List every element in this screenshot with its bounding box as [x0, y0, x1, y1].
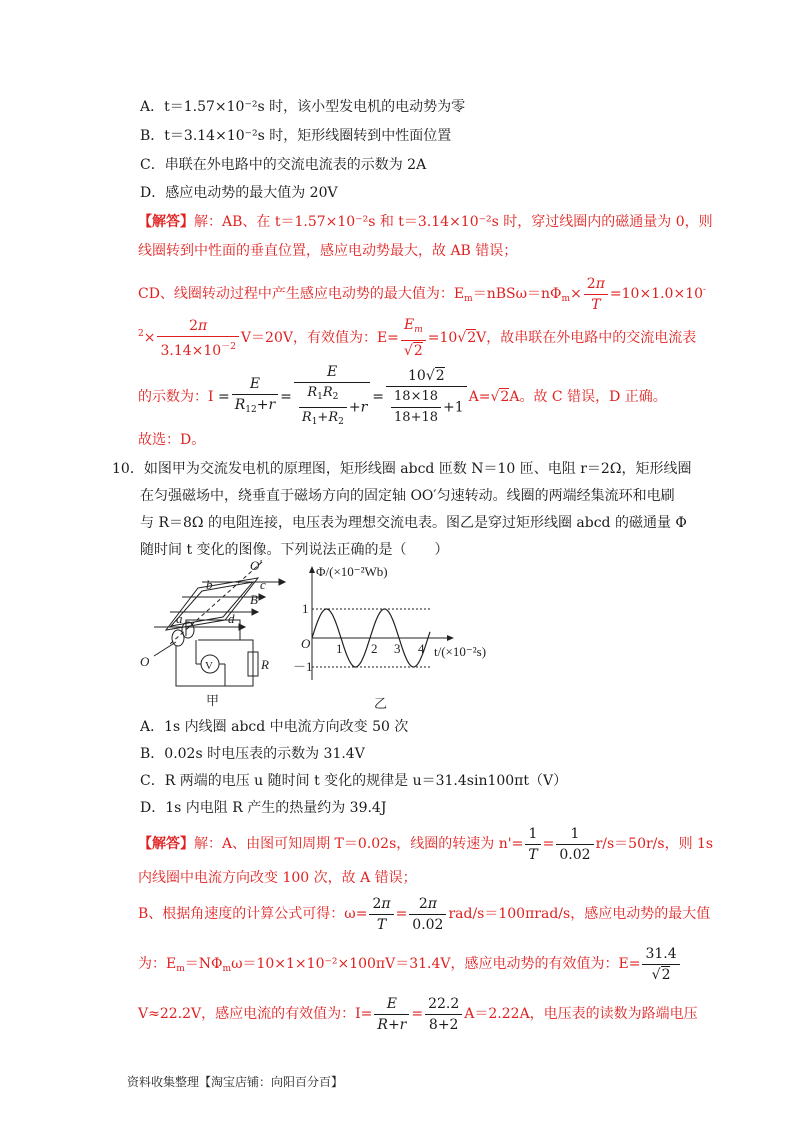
- frac-222-over-10: $\frac{22.2}{8+2}$: [425, 994, 462, 1035]
- cd-eq-tail: =10×1.0×10: [609, 286, 704, 302]
- frac-2pi-over-002: $\frac{2\pi}{0.02}$: [409, 894, 446, 935]
- frac-2pi-over-t-b: $\frac{2\pi}{T}$: [369, 894, 393, 935]
- label-a: a: [176, 611, 183, 626]
- shaft: [154, 642, 176, 656]
- caption-yi: 乙: [374, 696, 388, 710]
- b2-prefix: 为：E: [138, 956, 177, 972]
- q9-answer-text-1: 解：AB、在 t＝1.57×10⁻²s 和 t＝3.14×10⁻²s 时，穿过线圈内的磁通量为 0，则: [194, 214, 713, 230]
- label-o-bottom: O: [140, 654, 150, 669]
- q9-cd-line: CD、线圈转动过程中产生感应电动势的最大值为：$E_m=nBS\omega=n\Phi_m\times$ $\frac{2\pi}{T}$ =10×1.0×10-: [138, 275, 707, 313]
- q10-option-b: B．0.02s 时电压表的示数为 31.4V: [140, 746, 365, 762]
- answer-tag: 【解答】: [138, 836, 194, 852]
- emf-tail-a: V＝20V，有效值为：E=: [240, 330, 399, 346]
- q9-choice: 故选：D。: [138, 432, 206, 448]
- label-voltmeter: V: [205, 660, 213, 672]
- b2-mid: ＝NΦ: [184, 956, 223, 972]
- frac-em-over-root2: $\frac{E_m}{√2}$: [401, 315, 426, 361]
- emf-tail-c: V，故串联在外电路中的交流电流表: [476, 330, 697, 346]
- q10-option-d: D．1s 内电阻 R 产生的热量约为 39.4J: [140, 800, 387, 816]
- q9-option-d: D．感应电动势的最大值为 20V: [140, 185, 338, 201]
- q9-option-b: B．t＝3.14×10⁻²s 时，矩形线圈转到中性面位置: [140, 128, 452, 144]
- frac-e-over-r12: $\frac{E}{R_{12}+r}$: [232, 374, 278, 420]
- phi-axis-label: Φ/(×10⁻²Wb): [316, 564, 388, 579]
- q10-option-c: C．R 两端的电压 u 随时间 t 变化的规律是 u＝31.4sin100πt（V）: [140, 773, 568, 789]
- x-tick-3: 3: [394, 641, 401, 656]
- label-b: b: [206, 577, 213, 592]
- figure-yi: [293, 564, 486, 680]
- emf-tail-b: =10: [427, 330, 458, 346]
- caption-jia: 甲: [206, 693, 220, 708]
- current-suffix: A=: [468, 389, 491, 405]
- x-tick-1: 1: [336, 641, 343, 656]
- frac-e-over-parallel: E $\frac{R_1R_2}{R_1+R_2}$ +r: [294, 362, 370, 432]
- page-footer: 资料收集整理【淘宝店铺：向阳百分百】: [127, 1075, 344, 1089]
- q10-answer-line-4: 为：$E_m=N\Phi_m\omega=10\times 1\times 10^{-2}\times 100\pi V=31.4V$，感应电动势的有效值为：E= $\frac{31.4}{√2}$: [138, 942, 682, 991]
- q10-stem-3: 与 R＝8Ω 的电阻连接，电压表为理想交流电表。图乙是穿过矩形线圈 abcd 的磁通量 Φ: [140, 515, 687, 531]
- arrow-head: [259, 594, 265, 600]
- a1-prefix: 解：A、由图可知周期 T＝0.02s，线圈的转速为 n'=: [194, 836, 524, 852]
- a1-suffix: r/s＝50r/s，则 1s: [595, 836, 714, 852]
- b3-suffix: A＝2.22A，电压表的读数为路端电压: [464, 1006, 698, 1022]
- x-tick-4: 4: [418, 641, 425, 656]
- label-r: R: [261, 657, 269, 672]
- q9-answer-line-1: [138, 212, 713, 232]
- arrow-head: [252, 609, 258, 615]
- q9-option-c: C．串联在外电路中的交流电流表的示数为 2A: [140, 157, 427, 173]
- label-c: c: [260, 577, 266, 592]
- q10-stem-1: 10．如图甲为交流发电机的原理图，矩形线圈 abcd 匝数 N＝10 匝、电阻 r＝2Ω，矩形线圈: [112, 461, 692, 477]
- frac-1-over-t: $\frac{1}{T}$: [525, 824, 540, 865]
- answer-tag: 【解答】: [138, 214, 194, 230]
- frac-2pi-over-t: $\frac{2\pi}{T}$: [584, 274, 608, 315]
- t-axis-arrow: [447, 635, 454, 641]
- frac-e-over-r-plus-r: $\frac{E}{R+r}$: [374, 994, 409, 1035]
- current-end: A。故 C 错误，D 正确。: [509, 389, 667, 405]
- q10-stem-2: 在匀强磁场中，绕垂直于磁场方向的固定轴 OO′匀速转动。线圈的两端经集流环和电刷: [140, 488, 675, 504]
- origin-label: O: [301, 636, 311, 651]
- b1-prefix: B、根据角速度的计算公式可得：ω=: [138, 906, 368, 922]
- b1-mid: rad/s＝100πrad/s，感应电动势的最大值: [448, 906, 711, 922]
- label-d: d: [228, 611, 235, 626]
- cd-mid: ＝nBSω＝nΦ: [472, 286, 562, 302]
- wire: [176, 640, 253, 686]
- q9-emf-line: $^2$× $\frac{2\pi}{3.14\times 10^{-2}}$ V＝20V，有效值为：E= $\frac{E_m}{√2}$ =10√2V，故串联在外电路中的交流电流表: [138, 317, 697, 359]
- frac-314-over-root2: $\frac{31.4}{√2}$: [642, 944, 679, 985]
- x-tick-2: 2: [371, 641, 378, 656]
- cd-prefix: CD、线圈转动过程中产生感应电动势的最大值为：E: [138, 286, 465, 302]
- slip-ring: [182, 622, 194, 638]
- frac-numeric: 10√2 $\frac{18\times 18}{18+18}$ +1: [386, 366, 467, 428]
- label-o-top: O: [250, 560, 260, 573]
- figure-jia-labels: [140, 560, 269, 672]
- y-tick-1: 1: [302, 601, 309, 616]
- rotation-axis: [170, 562, 262, 644]
- frac-2pi-over-314: $\frac{2\pi}{3.14\times 10^{-2}}$: [157, 316, 238, 361]
- b3-prefix: V≈22.2V，感应电流的有效值为：I=: [138, 1006, 373, 1022]
- q10-figures: [140, 560, 520, 710]
- b2-tail: ω＝10×1×10⁻²×100πV＝31.4V，感应电动势的有效值为：E=: [231, 956, 641, 972]
- label-field-b: B: [250, 592, 258, 607]
- q9-answer-line-2: 线圈转到中性面的垂直位置，感应电动势最大，故 AB 错误；: [138, 243, 518, 259]
- q10-option-a: A．1s 内线圈 abcd 中电流方向改变 50 次: [140, 719, 409, 735]
- current-prefix: 的示数为：I: [138, 389, 214, 405]
- q9-current-line: 的示数为：I = $\frac{E}{R_{12}+r}$ = E $\frac{R_1R_2}{R_1+R_2}$ +r = 10√2 $\frac{18\times 18}{18+18}$ +1 A=√2A。故 C 错误，D 正确。: [138, 362, 667, 432]
- q10-answer-line-5: V≈22.2V，感应电流的有效值为：I= $\frac{E}{R+r}$ = $\frac{22.2}{8+2}$ A＝2.22A，电压表的读数为路端电压: [138, 995, 698, 1033]
- frac-1-over-002: $\frac{1}{0.02}$: [556, 824, 593, 865]
- t-axis-label: t/(×10⁻²s): [434, 644, 487, 659]
- q10-answer-line-1: 【解答】解：A、由图可知周期 T＝0.02s，线圈的转速为 n'= $\frac{1}{T}$ = $\frac{1}{0.02}$ r/s＝50r/s，则 1s: [138, 825, 714, 863]
- q10-answer-line-2: 内线圈中电流方向改变 100 次，故 A 错误；: [138, 870, 417, 886]
- q10-stem-4: 随时间 t 变化的图像。下列说法正确的是（ ）: [140, 542, 449, 558]
- y-tick-neg1: －1: [293, 659, 313, 674]
- q9-option-a: A．t＝1.57×10⁻²s 时，该小型发电机的电动势为零: [140, 99, 466, 115]
- phi-axis-arrow: [309, 566, 315, 573]
- label-prime: ': [259, 560, 262, 571]
- q10-answer-line-3: B、根据角速度的计算公式可得：ω= $\frac{2\pi}{T}$ = $\frac{2\pi}{0.02}$ rad/s＝100πrad/s，感应电动势的最大值: [138, 895, 711, 933]
- arrow-head: [279, 579, 285, 585]
